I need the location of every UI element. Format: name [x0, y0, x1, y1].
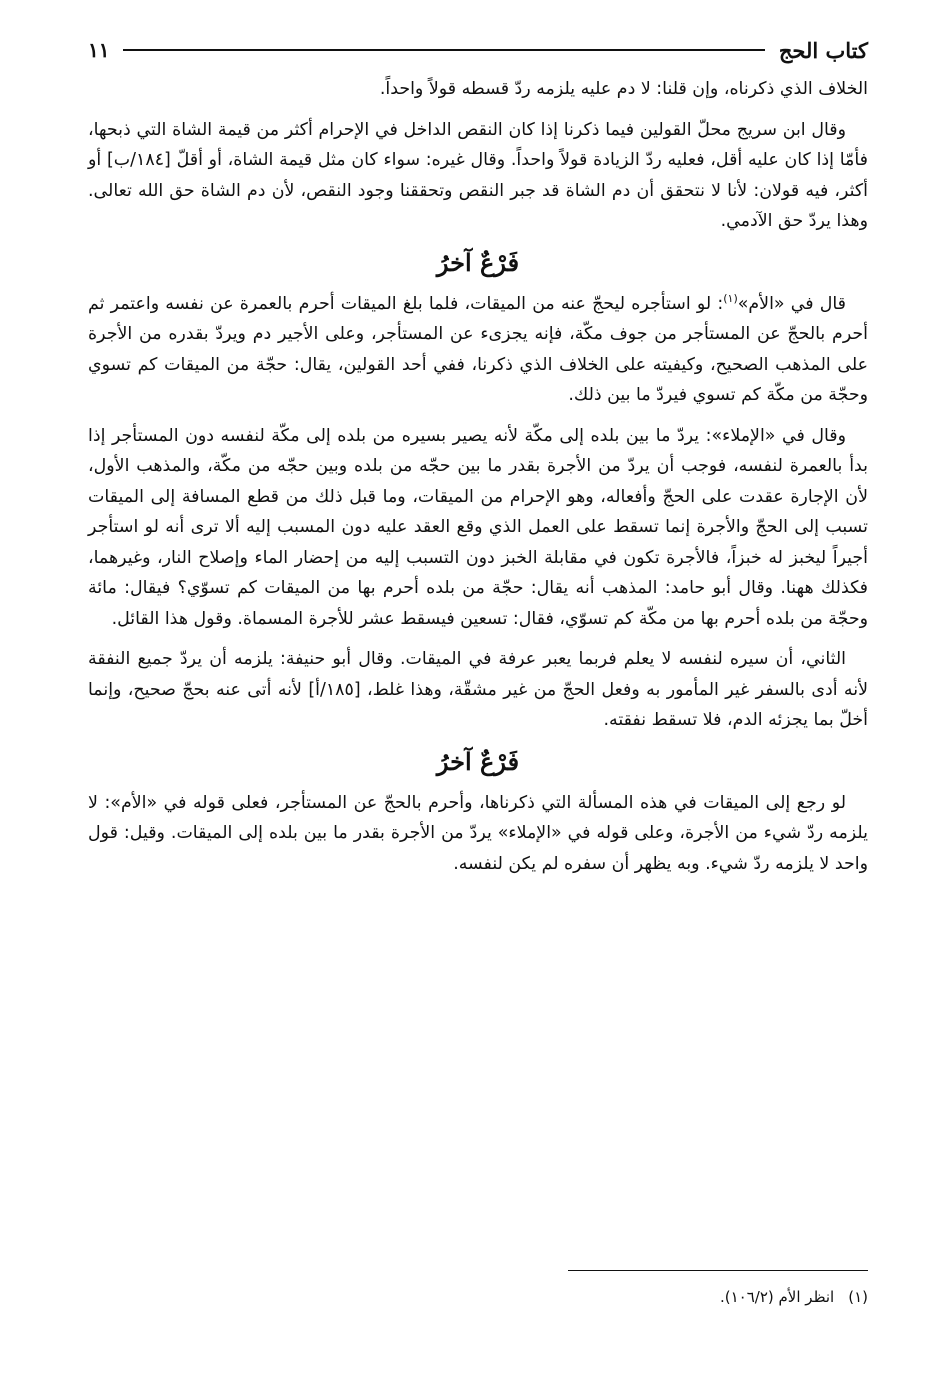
footnote-text: انظر الأم (١٠٦/٢).: [719, 1288, 835, 1306]
header-rule: [123, 49, 764, 51]
paragraph-text: : لو استأجره ليحجّ عنه من الميقات، فلما بلغ الميقات أحرم بالعمرة عن نفسه واعتمر ثم أحرم بالحجّ عن المستأجر من جوف مكّة، فإنه يجزىء عن المستأجر، وعلى الأجير دم ويردّ بقدره من الأجرة على المذهب الصحيح، وكيفيته على الخلاف الذي ذكرنا، ففي أحد القولين، يقال: حجّة من الميقات كم تسوي وحجّة من مكّة كم تسوي فيردّ ما بين ذلك.: [88, 293, 868, 405]
page-body: [88, 74, 868, 879]
paragraph: [88, 289, 868, 411]
book-title: كتاب الحج: [778, 37, 868, 63]
section-title: فَرْعٌ آخرُ: [436, 746, 520, 776]
paragraph: وقال في «الإملاء»: يردّ ما بين بلده إلى مكّة لأنه يصير بسيره من بلده إلى مكّة لنفسه دون المستأجر إذا بدأ بالعمرة لنفسه، فوجب أن يردّ من الأجرة بقدر ما بين حجّه من بلده وبين حجّه من مكّة، والمذهب الأول، لأن الإجارة عقدت على الحجّ وأفعاله، وهو الإحرام من الميقات، وما قبل ذلك من قطع المسافة إلى الميقات تسبب إلى الحجّ والأجرة إنما تسقط على العمل الذي وقع العقد عليه دون المسبب إليه ألا ترى أنه لو استأجر أجيراً ليخبز له خبزاً، فالأجرة تكون في مقابلة الخبز دون التسبب إليه من إحضار الماء وإصلاح النار، وغيرهما، فكذلك ههنا. وقال أبو حامد: المذهب أنه يقال: حجّة من بلده أحرم بها من الميقات كم تسوّي؟ فيقال: مائة وحجّة من بلده أحرم بها من مكّة كم تسوّي، فقال: تسعين فيسقط عشر للأجرة المسماة. وقول هذا القائل.: [88, 425, 868, 629]
section-title: فَرْعٌ آخرُ: [436, 247, 520, 277]
paragraph: الثاني، أن سيره لنفسه لا يعلم فربما يعبر عرفة في الميقات. وقال أبو حنيفة: يلزمه أن يردّ جميع النفقة لأنه أدى بالسفر غير المأمور به وفعل الحجّ من غير مشقّة، وهذا غلط، [١٨٥/أ] لأنه أتى عنه بحجّ صحيح، وإنما أخلّ بما يجزئه الدم، فلا تسقط نفقته.: [88, 649, 869, 730]
footnote-marker[interactable]: (١): [723, 291, 738, 305]
paragraph: لو رجع إلى الميقات في هذه المسألة التي ذكرناها، وأحرم بالحجّ عن المستأجر، فعلى قوله في «الأم»: لا يلزمه ردّ شيء من الأجرة، وعلى قوله في «الإملاء» يردّ من الأجرة بقدر ما بين بلده إلى الميقات. وقيل: قول واحد لا يلزمه ردّ شيء. وبه يظهر أن سفره لم يكن لنفسه.: [88, 792, 868, 874]
footnote-rule: [568, 1270, 868, 1271]
paragraph: الخلاف الذي ذكرناه، وإن قلنا: لا دم عليه يلزمه ردّ قسطه قولاً واحداً.: [379, 79, 868, 99]
page-header: [88, 30, 868, 70]
footnote-number: (١): [848, 1288, 868, 1306]
paragraph: وقال ابن سريج محلّ القولين فيما ذكرنا إذا كان النقص الداخل في الإحرام أكثر من قيمة الشاة التي ذبحها، فأمّا إذا كان عليه أقل، فعليه ردّ الزيادة قولاً واحداً. وقال غيره: سواء كان مثل قيمة الشاة، أو أقلّ [١٨٤/ب] أو أكثر، فيه قولان: لأنا لا نتحقق أن دم الشاة قد جبر النقص وتحققنا وجود النقص، لأن دم الشاة حق الله تعالى. وهذا يردّ حق الآدمي.: [88, 119, 868, 231]
page-number: ١١: [88, 38, 110, 62]
document-page: [88, 30, 868, 1350]
paragraph-text: قال في «الأم»: [737, 293, 846, 314]
footnote: [720, 1286, 868, 1308]
